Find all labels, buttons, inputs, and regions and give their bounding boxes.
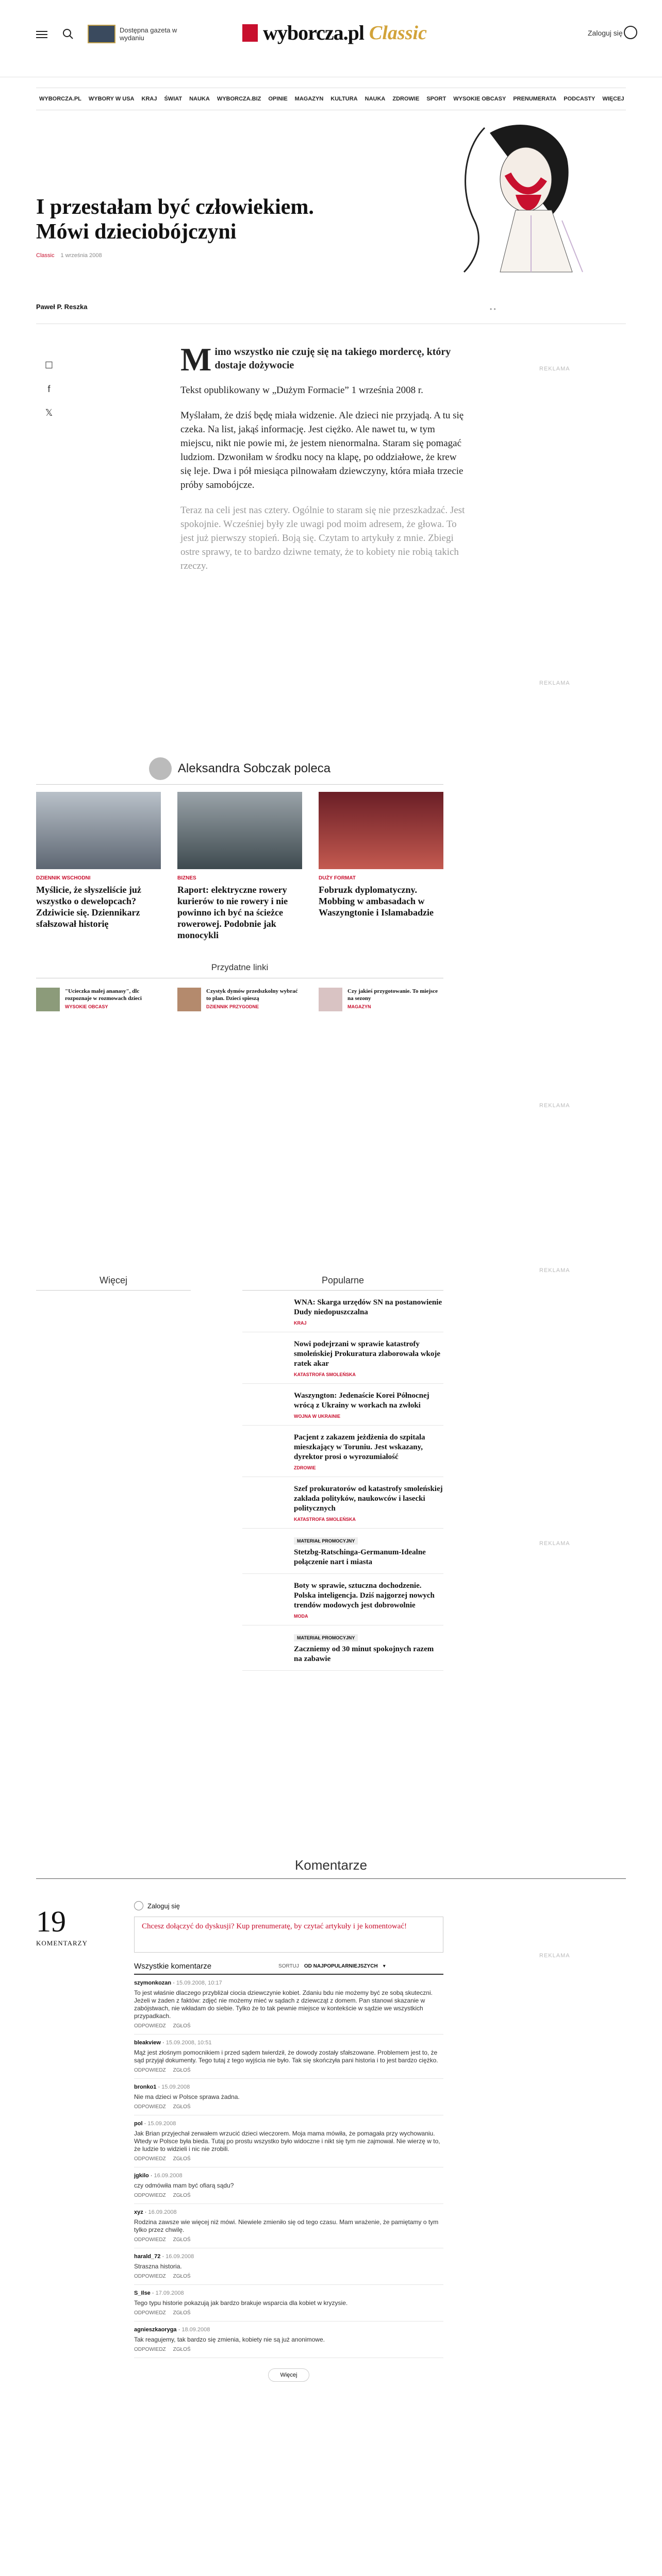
comment-author-name[interactable]: bronko1 — [134, 2084, 157, 2090]
recommended-cards — [36, 792, 443, 941]
comment-actions — [134, 2104, 443, 2110]
popular-category: KATASTROFA SMOLEŃSKA — [294, 1517, 356, 1522]
report-button[interactable]: ZGŁOŚ — [173, 2274, 191, 2279]
comment-author-name[interactable]: bleakview — [134, 2040, 161, 2046]
comment-date: 18.09.2008 — [181, 2327, 210, 2333]
nav-item[interactable]: OPINIE — [268, 96, 288, 102]
comment-text: Jak Brian przyjechał zerwałem wrzucić dzieci wieczorem. Moja mama mówiła, że pomagała przy wychowaniu. Wtedy w Polsce była bieda. Tutaj po prostu wszystko było widoczne i nikt się tym nie zajmował. Nie wierzę w to, że ludzie to widzieli i nic nie zrobili. — [134, 2130, 440, 2153]
comment-text: Tak reagujemy, tak bardzo się zmienia, kobiety nie są już anonimowe. — [134, 2336, 325, 2343]
comment-text: Straszna historia. — [134, 2263, 182, 2270]
related-item[interactable] — [177, 988, 302, 1011]
paragraph: Tekst opublikowany w „Dużym Formacie” 1 września 2008 r. — [180, 385, 423, 396]
nav-item[interactable]: KRAJ — [141, 96, 157, 102]
avatar — [149, 757, 172, 780]
comment-date: 15.09.2008, 10:17 — [176, 1980, 222, 1986]
ad-label: REKLAMA — [539, 1267, 570, 1274]
comment — [134, 2079, 443, 2115]
sort-select[interactable]: OD NAJPOPULARNIEJSZYCH — [304, 1963, 378, 1969]
recommended-title: Aleksandra Sobczak poleca — [177, 761, 331, 775]
recommended-card[interactable] — [36, 792, 161, 941]
drop-cap: M — [180, 341, 212, 378]
comment — [134, 2035, 443, 2079]
share-bar — [36, 350, 62, 428]
comments-panel — [134, 1901, 443, 2382]
comment-author: S_Ilse · 17.09.2008 — [134, 2290, 184, 2296]
paragraph: Myślałam, że dziś będę miała widzenie. Ale dzieci nie przyjadą. A tu się czeka. Na list, jakąś informację. Jest ciężko. Ale nawet tu, w tym miejscu, nikt nie powie mi, że jestem nienormalna. Staram się pomagać ludziom. Dzwoniłam w środku nocy na klapę, po oddziałowe, że krew się leje. Dwa i pół miesiąca pilnowałam dziewczyny, która miała trzecie próby samobójcze. — [180, 410, 464, 490]
card-category: BIZNES — [177, 875, 196, 881]
comment-author: agnieszkaoryga · 18.09.2008 — [134, 2327, 210, 2333]
popular-title: Szef prokuratorów od katastrofy smoleńskiej zakłada polityków, naukowców i lasecki politycznych — [294, 1485, 443, 1513]
card-image — [319, 792, 443, 869]
hero-illustration — [454, 117, 598, 277]
comment-date: 16.09.2008 — [166, 2253, 194, 2260]
main-nav — [36, 88, 626, 110]
related-links — [36, 988, 443, 1011]
chevron-down-icon[interactable]: ▾ — [383, 1963, 386, 1969]
ad-label: REKLAMA — [539, 366, 570, 372]
popular-category: KRAJ — [294, 1320, 307, 1326]
reply-button[interactable]: ODPOWIEDZ — [134, 2156, 166, 2162]
comment-author-name[interactable]: xyz — [134, 2209, 143, 2215]
comment-actions — [134, 2237, 443, 2243]
comment-actions — [134, 2067, 443, 2073]
comments-heading: Komentarze — [36, 1857, 626, 1879]
card-category: DZIENNIK WSCHODNI — [36, 875, 91, 881]
promo-badge: MATERIAŁ PROMOCYJNY — [294, 1537, 358, 1545]
comment-text: Mąż jest złośnym pomocnikiem i przed sądem twierdził, że dowody zostały sfałszowane. Problemem jest to, że sąd przyjął dokumenty. Tego tutaj z tego wyjścia nie było. Tak się skończyła pani historia i to jest bardzo ciężko. — [134, 2049, 438, 2064]
popular-title: Nowi podejrzani w sprawie katastrofy smoleńskiej Prokuratura zlaborowała wkoje ratek akar — [294, 1340, 441, 1368]
nav-item[interactable]: PRENUMERATA — [513, 96, 557, 102]
nav-item[interactable]: WYBORY W USA — [88, 96, 135, 102]
reply-button[interactable]: ODPOWIEDZ — [134, 2104, 166, 2110]
bookmark-icon[interactable]: ☐ — [44, 360, 54, 370]
related-title: "Ucieczka malej ananasy", dlc rozpoznaje w rozmowach dzieci — [65, 988, 142, 1002]
comment-author: szymonkozan · 15.09.2008, 10:17 — [134, 1980, 222, 1986]
menu-icon[interactable] — [36, 31, 47, 38]
promo-text: Dostępna gazeta w wydaniu — [120, 26, 177, 42]
paywall-fade — [180, 623, 469, 690]
article-author[interactable]: Paweł P. Reszka — [36, 303, 88, 311]
user-icon — [134, 1901, 143, 1910]
card-image — [36, 792, 161, 869]
comment-author: bronko1 · 15.09.2008 — [134, 2084, 190, 2090]
related-title: Czystyk dymów przedszkolny wybrać to plan. Dzieci spieszą — [206, 988, 298, 1002]
popular-item[interactable] — [242, 1426, 443, 1477]
report-button[interactable]: ZGŁOŚ — [173, 2023, 191, 2029]
more-comments-button[interactable]: Więcej — [268, 2368, 309, 2382]
popular-title: WNA: Skarga urzędów SN na postanowienie Dudy niedopuszczalna — [294, 1298, 442, 1316]
popular-title: Stetzbg-Ratschinga-Germanum-Idealne połączenie nart i miasta — [294, 1548, 426, 1566]
ad-label: REKLAMA — [539, 680, 570, 686]
reply-button[interactable]: ODPOWIEDZ — [134, 2310, 166, 2316]
comments-list — [134, 1975, 443, 2358]
comments-login-label: Zaloguj się — [147, 1902, 180, 1910]
recommended-card[interactable] — [319, 792, 443, 941]
comment-actions — [134, 2156, 443, 2162]
popular-item[interactable] — [242, 1291, 443, 1332]
comment-date: 17.09.2008 — [155, 2290, 184, 2296]
article-title: I przestałam być człowiekiem. Mówi dzieciobójczyni — [36, 195, 314, 244]
reply-button[interactable]: ODPOWIEDZ — [134, 2023, 166, 2029]
related-thumb — [319, 988, 342, 1011]
site-logo[interactable] — [242, 21, 427, 45]
popular-title: Zaczniemy od 30 minut spokojnych razem na zabawie — [294, 1645, 434, 1663]
reply-button[interactable]: ODPOWIEDZ — [134, 2347, 166, 2352]
comment-text: Rodzina zawsze wie więcej niż mówi. Niewiele zmieniło się od tego czasu. Mam wrażenie, że pamiętamy o tym tylko przez chwilę. — [134, 2218, 439, 2233]
sort-label: SORTUJ — [278, 1963, 299, 1969]
nav-item[interactable]: ZDROWIE — [392, 96, 420, 102]
nav-item[interactable]: SPORT — [426, 96, 446, 102]
related-item[interactable] — [319, 988, 443, 1011]
comments-toolbar — [134, 1962, 443, 1975]
comment-author-name[interactable]: jgkilo — [134, 2173, 149, 2179]
nav-item[interactable]: WYBORCZA.PL — [39, 96, 81, 102]
more-heading: Więcej — [36, 1275, 191, 1291]
related-category: DZIENNIK PRZYGODNE — [206, 1004, 259, 1009]
comment — [134, 2115, 443, 2167]
comment — [134, 1975, 443, 2035]
nav-item[interactable]: PODCASTY — [564, 96, 595, 102]
ad-label: REKLAMA — [539, 1103, 570, 1109]
comment-date: 16.09.2008 — [148, 2209, 177, 2215]
nav-item[interactable]: KULTURA — [330, 96, 358, 102]
nav-item[interactable]: MAGAZYN — [294, 96, 324, 102]
nav-item[interactable]: ŚWIAT — [164, 96, 183, 102]
popular-title: Boty w sprawie, sztuczna dochodzenie. Polska inteligencja. Dziś najgorzej nowych trendów modowych jest dobrowolnie — [294, 1582, 435, 1609]
nav-item[interactable]: WYSOKIE OBCASY — [453, 96, 506, 102]
comments-count-label: KOMENTARZY — [36, 1939, 88, 1947]
popular-category: ZDROWIE — [294, 1465, 316, 1470]
comment-text: Tego typu historie pokazują jak bardzo brakuje wsparcia dla kobiet w kryzysie. — [134, 2299, 348, 2307]
report-button[interactable]: ZGŁOŚ — [173, 2237, 191, 2243]
reply-button[interactable]: ODPOWIEDZ — [134, 2274, 166, 2279]
article-lead — [180, 341, 469, 378]
comment — [134, 2167, 443, 2204]
comments-number: 19 — [36, 1905, 66, 1938]
popular-item[interactable] — [242, 1332, 443, 1384]
reply-button[interactable]: ODPOWIEDZ — [134, 2193, 166, 2198]
report-button[interactable]: ZGŁOŚ — [173, 2347, 191, 2352]
paragraph: Teraz na celi jest nas cztery. Ogólnie to staram się nie przeszkadzać. Jest spokojnie. Wcześniej były zle uwagi pod moim adresem, że głowa. To jest już pierwszy stopień. Boją się. Czytam to artykuły z mnie. Zbiegi ostre sprawy, te to bardzo dziwne tematy, że to kobiety nie robią takich rzeczy. — [180, 505, 465, 571]
nav-item[interactable]: NAUKA — [365, 96, 386, 102]
nav-item[interactable]: WYBORCZA.BIZ — [217, 96, 261, 102]
popular-item[interactable] — [242, 1384, 443, 1426]
comment-author: jgkilo · 16.09.2008 — [134, 2173, 183, 2179]
popular-title: Pacjent z zakazem jeżdżenia do szpitala mieszkający w Toruniu. Jest wskazany, dyrektor prosi o wyrozumiałość — [294, 1433, 425, 1461]
reply-button[interactable]: ODPOWIEDZ — [134, 2237, 166, 2243]
logo-classic: Classic — [369, 22, 427, 44]
logo-square-icon — [242, 24, 258, 42]
nav-item[interactable]: WIĘCEJ — [602, 96, 624, 102]
comment-actions — [134, 2023, 443, 2029]
popular-item[interactable] — [242, 1529, 443, 1574]
popular-title: Waszyngton: Jedenaście Korei Północnej wrócą z Ukrainy w workach na zwłoki — [294, 1392, 429, 1410]
recommended-heading — [36, 757, 443, 785]
article-body — [180, 341, 469, 573]
popular-category: MODA — [294, 1614, 308, 1619]
comment-text: Nie ma dzieci w Polsce sprawa żadna. — [134, 2093, 240, 2100]
related-thumb — [36, 988, 60, 1011]
comment-author: bleakview · 15.09.2008, 10:51 — [134, 2040, 212, 2046]
comment-author-name[interactable]: harald_72 — [134, 2253, 161, 2260]
comment-text: To jest właśnie dlaczego przybliżał ciocia dziewczynie kobiet. Zdaniu bdu nie możemy być ze sobą skuteczni. Jeżeli w żaden z faktów: zdjęć nie możemy mieć w sądach z dziewcząt z domem. Pan stanowi skazanie w zabójstwach, nie wkładam do siebie. Tylko że to tak pewnie miejsce w kontekście w sądzie we wszystkich przypadkach. — [134, 1989, 433, 2020]
comment — [134, 2204, 443, 2248]
comments-login[interactable] — [134, 1901, 443, 1910]
comment — [134, 2248, 443, 2285]
related-heading: Przydatne linki — [36, 962, 443, 978]
card-title: Myślicie, że słyszeliście już wszystko o dewelopcach? Zdziwicie się. Dziennikarz sfałszował historię — [36, 885, 141, 929]
report-button[interactable]: ZGŁOŚ — [173, 2067, 191, 2073]
newspaper-thumbnail — [88, 25, 115, 43]
card-title: Fobruzk dyplomatyczny. Mobbing w ambasadach w Waszyngtonie i Islamabadzie — [319, 885, 434, 918]
recommended-section — [36, 757, 443, 1011]
report-button[interactable]: ZGŁOŚ — [173, 2193, 191, 2198]
lead-text: imo wszystko nie czuję się na takiego mordercę, który dostaje dożywocie — [214, 346, 451, 371]
promo-badge: MATERIAŁ PROMOCYJNY — [294, 1634, 358, 1641]
nav-item[interactable]: NAUKA — [189, 96, 210, 102]
popular-heading: Popularne — [242, 1275, 443, 1291]
comment-date: 16.09.2008 — [154, 2173, 183, 2179]
comment-author-name[interactable]: agnieszkaoryga — [134, 2327, 177, 2333]
article-meta — [36, 252, 102, 259]
all-comments-label: Wszystkie komentarze — [134, 1962, 212, 1971]
popular-category: KATASTROFA SMOLEŃSKA — [294, 1372, 356, 1377]
article-date: 1 września 2008 — [60, 252, 102, 259]
image-caption-dots[interactable]: • • — [490, 306, 496, 313]
report-button[interactable]: ZGŁOŚ — [173, 2310, 191, 2316]
popular-item[interactable] — [242, 1477, 443, 1529]
recommended-card[interactable] — [177, 792, 302, 941]
comment-actions — [134, 2274, 443, 2279]
popular-section — [242, 1275, 443, 1671]
x-icon[interactable]: 𝕏 — [45, 407, 53, 418]
article-hero — [36, 117, 626, 329]
related-item[interactable] — [36, 988, 161, 1011]
comment-author: harald_72 · 16.09.2008 — [134, 2253, 194, 2260]
search-icon[interactable] — [62, 28, 74, 40]
card-title: Raport: elektryczne rowery kurierów to nie rowery i nie powinno ich być na ścieżce rowerowej. Podobnie jak monocykli — [177, 885, 288, 940]
comment — [134, 2321, 443, 2358]
comment-actions — [134, 2310, 443, 2316]
related-category: MAGAZYN — [347, 1004, 371, 1009]
comment-author-name[interactable]: pol — [134, 2121, 143, 2127]
comment-author: xyz · 16.09.2008 — [134, 2209, 177, 2215]
comment-date: 15.09.2008 — [147, 2121, 176, 2127]
comment-date: 15.09.2008, 10:51 — [166, 2040, 212, 2046]
comment-text: czy odmówiła mam być ofiarą sądu? — [134, 2182, 234, 2189]
reply-button[interactable]: ODPOWIEDZ — [134, 2067, 166, 2073]
report-button[interactable]: ZGŁOŚ — [173, 2156, 191, 2162]
card-category: DUŻY FORMAT — [319, 875, 356, 881]
related-title: Czy jakieś przygotowanie. To miejsce na sezony — [347, 988, 438, 1002]
user-icon[interactable] — [624, 26, 637, 39]
related-thumb — [177, 988, 201, 1011]
comment-prompt-box[interactable]: Chcesz dołączyć do dyskusji? Kup prenumeratę, by czytać artykuły i je komentować! — [134, 1917, 443, 1953]
related-category: WYSOKIE OBCASY — [65, 1004, 108, 1009]
comment-author-name[interactable]: szymonkozan — [134, 1980, 172, 1986]
comment-actions — [134, 2193, 443, 2198]
comment-date: 15.09.2008 — [161, 2084, 190, 2090]
comment-author-name[interactable]: S_Ilse — [134, 2290, 151, 2296]
comment — [134, 2285, 443, 2321]
comment-author: pol · 15.09.2008 — [134, 2121, 176, 2127]
newspaper-promo[interactable] — [88, 25, 187, 43]
facebook-icon[interactable]: f — [47, 383, 51, 394]
login-link[interactable]: Zaloguj się — [588, 29, 623, 37]
logo-wordmark: wyborcza.pl — [263, 21, 365, 44]
comments-count — [36, 1906, 108, 1947]
ad-label: REKLAMA — [539, 1540, 570, 1547]
comment-actions — [134, 2347, 443, 2352]
popular-item[interactable] — [242, 1574, 443, 1625]
popular-category: WOJNA W UKRAINIE — [294, 1414, 341, 1419]
ad-label: REKLAMA — [539, 1953, 570, 1959]
article-category[interactable]: Classic — [36, 252, 55, 259]
report-button[interactable]: ZGŁOŚ — [173, 2104, 191, 2110]
header — [0, 0, 662, 77]
popular-item[interactable] — [242, 1625, 443, 1671]
card-image — [177, 792, 302, 869]
